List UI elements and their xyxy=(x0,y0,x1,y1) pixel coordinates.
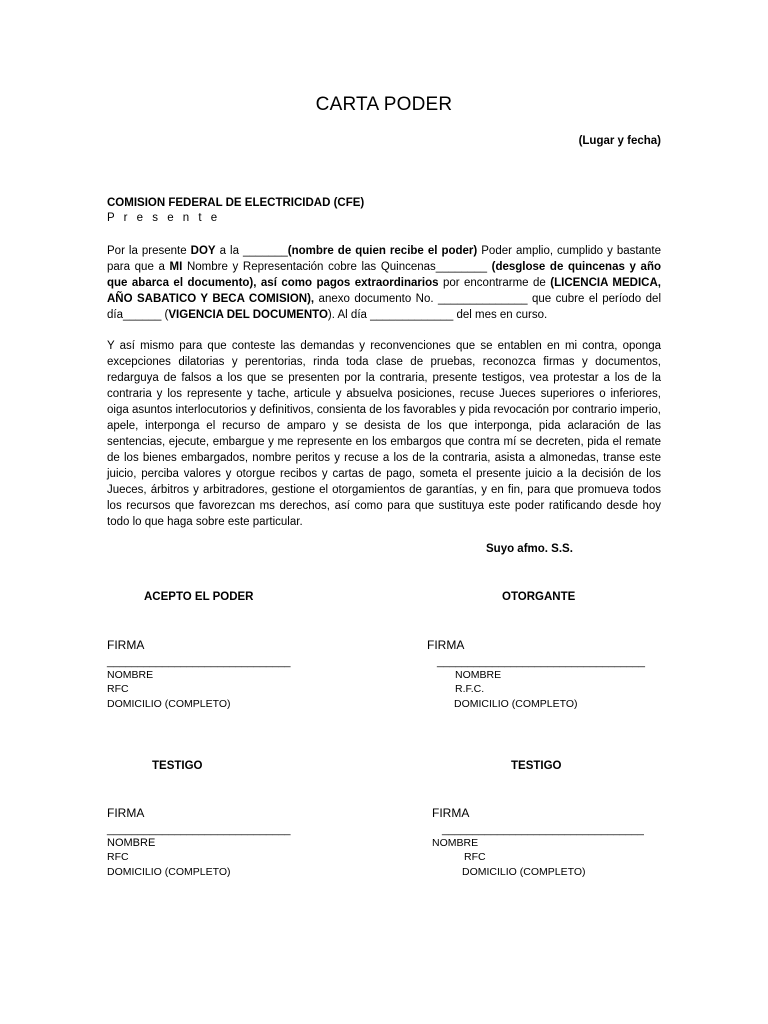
nombre-label: NOMBRE xyxy=(432,836,479,849)
firma-label: FIRMA xyxy=(427,638,465,652)
place-and-date: (Lugar y fecha) xyxy=(578,135,661,147)
domicilio-label: DOMICILIO (COMPLETO) xyxy=(462,865,586,878)
rfc-label: RFC xyxy=(107,851,129,863)
text-run-bold: DOY xyxy=(190,245,216,257)
grantor-signature-block xyxy=(427,638,645,711)
text-run: anexo documento No. ______________ que cubre el período del día______ ( xyxy=(107,293,661,321)
text-run: ). Al día _____________ del mes en curso. xyxy=(327,309,548,321)
text-run-bold: (desglose de quincenas y año que abarca el documento), así como pagos extraordinarios xyxy=(107,261,661,289)
firma-label: FIRMA xyxy=(107,806,145,820)
powers-paragraph: Y así mismo para que conteste las demandas y reconvenciones que se entablen en mi contra, oponga excepciones dilatorias y perentorias, rinda toda clase de pruebas, reconozca firmas y documentos, redarguya de falsos a los que se presenten por la contraria, presente testigos, vea protestar a los de la contraria y los represente y tache, articule y absuelva posiciones, recuse Jueces superiores o inferiores, oiga asuntos interlocutorios y definitivos, consienta de los favorables y pida revocación por contrario imperio, apele, interponga el recurso de amparo y se desista de los que interponga, pida aclaración de las sentencias, ejecute, embargue y me represente en los embargos que contra mí se decreten, pida el remate de los bienes embargados, nombre peritos y recuse a los de la contraria, asista a almonedas, transe este juicio, perciba valores y otorgue recibos y cartas de pago, someta el presente juicio a la decisión de los Jueces, árbitros y arbitradores, gestione el otorgamientos de garantías, y en fin, para que promueva todos los recursos que favorezcan ms derechos, así como para que sustituya este poder ratificando desde hoy todo lo que haga sobre este particular. xyxy=(107,340,661,528)
signature-line: __________________________________ xyxy=(437,655,646,668)
closing-salutation: Suyo afmo. S.S. xyxy=(486,543,573,555)
nombre-label: NOMBRE xyxy=(107,836,156,849)
rfc-label: RFC xyxy=(464,851,486,863)
accept-signature-block xyxy=(107,638,291,711)
domicilio-label: DOMICILIO (COMPLETO) xyxy=(107,865,231,878)
recipient-presente: P r e s e n t e xyxy=(107,212,221,224)
text-run-bold: (nombre de quien recibe el poder) xyxy=(287,245,478,257)
text-run: a la _______ xyxy=(215,245,288,257)
witness-left-heading: TESTIGO xyxy=(152,760,203,772)
firma-label: FIRMA xyxy=(107,638,145,652)
grantor-heading: OTORGANTE xyxy=(502,591,576,603)
witness-right-heading: TESTIGO xyxy=(511,760,562,772)
text-run-bold: (LICENCIA MEDICA, AÑO SABATICO Y BECA COMISION), xyxy=(107,277,661,305)
recipient-organization: COMISION FEDERAL DE ELECTRICIDAD (CFE) xyxy=(107,197,365,209)
witness-right-signature-block xyxy=(432,806,644,879)
accept-power-heading: ACEPTO EL PODER xyxy=(144,591,254,603)
text-run: por encontrarme de xyxy=(438,277,551,289)
domicilio-label: DOMICILIO (COMPLETO) xyxy=(454,697,578,710)
domicilio-label: DOMICILIO (COMPLETO) xyxy=(107,697,231,710)
text-run: Por la presente xyxy=(107,245,191,257)
signature-line: ______________________________ xyxy=(107,823,291,836)
witness-left-signature-block xyxy=(107,806,291,879)
signature-line: ______________________________ xyxy=(107,655,291,668)
signature-line: _________________________________ xyxy=(442,823,644,836)
recipient-block xyxy=(107,197,364,224)
text-run: Nombre y Representación cobre las Quincenas________ xyxy=(182,261,492,273)
text-run-bold: VIGENCIA DEL DOCUMENTO xyxy=(168,309,328,321)
text-run: Poder amplio, cumplido y bastante para que a xyxy=(107,245,661,273)
firma-label: FIRMA xyxy=(432,806,470,820)
rfc-label: R.F.C. xyxy=(455,683,485,695)
text-run-bold: MI xyxy=(169,261,183,273)
nombre-label: NOMBRE xyxy=(107,668,154,681)
rfc-label: RFC xyxy=(107,683,129,695)
document-title: CARTA PODER xyxy=(315,94,453,115)
nombre-label: NOMBRE xyxy=(455,668,502,681)
grant-paragraph xyxy=(107,243,661,323)
